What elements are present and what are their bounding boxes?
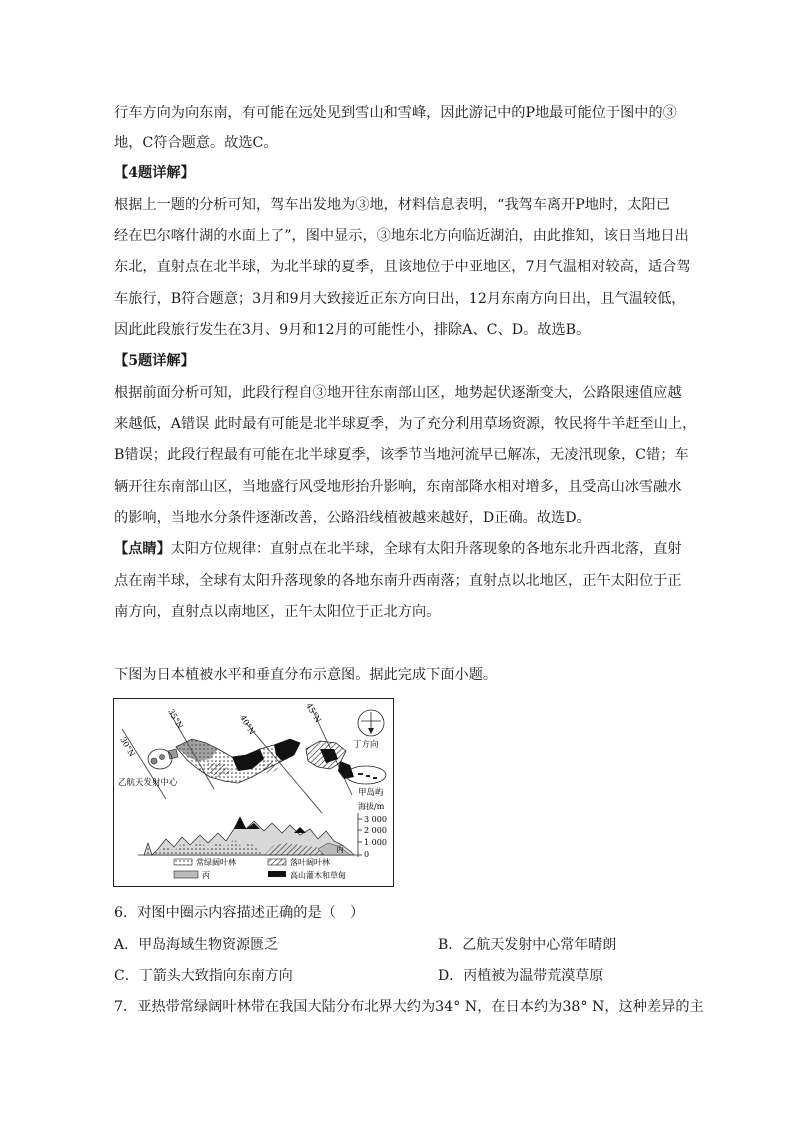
elevation-axis-title: 海拔/m <box>358 802 385 811</box>
legend-evergreen: 常绿阔叶林 <box>196 858 236 867</box>
compass-label: 丁方向 <box>353 740 379 750</box>
japan-map <box>151 739 354 783</box>
elev-tick-2000: 2 000 <box>364 826 387 835</box>
lat-30-label: 30°N <box>118 735 137 759</box>
text-line: 根据上一题的分析可知，驾车出发地为③地，材料信息表明，“我驾车离开P地时，太阳已 <box>114 197 670 213</box>
compass-direction-indicator <box>358 710 384 736</box>
bing-zone-label: 丙 <box>336 845 344 854</box>
text-line: 的影响，当地水分条件逐渐改善，公路沿线植被越来越好，D正确。故选D。 <box>114 510 591 526</box>
question-6-stem: 6．对图中圈示内容描述正确的是（ ） <box>114 905 365 921</box>
elev-tick-1000: 1 000 <box>364 838 387 847</box>
lat-35-label: 35°N <box>166 707 185 731</box>
figure-intro: 下图为日本植被水平和垂直分布示意图。据此完成下面小题。 <box>114 667 498 683</box>
text-line: 经在巴尔喀什湖的水面上了”，图中显示，③地东北方向临近湖泊，由此推知，该日当地日出 <box>114 228 689 244</box>
question-6-option-d[interactable]: D．丙植被为温带荒漠草原 <box>438 968 604 984</box>
text-line: 来越低，A错误 此时最有可能是北半球夏季，为了充分利用草场资源，牧民将牛羊赶至山上， <box>114 416 697 432</box>
legend <box>174 857 346 880</box>
lat-40-label: 40°N <box>238 713 257 737</box>
question-7-stem: 7．亚热带常绿阔叶林带在我国大陆分布北界大约为34° N，在日本约为38° N，这种差异的主 <box>114 999 704 1015</box>
legend-swatch-deciduous <box>268 859 286 865</box>
legend-swatch-bing <box>174 871 198 878</box>
text-line: 南方向，直射点以南地区，正午太阳位于正北方向。 <box>114 604 441 620</box>
text-line: B错误；此段行程最有可能在北半球夏季，该季节当地河流早已解冻，无凌汛现象，C错；车 <box>114 447 689 463</box>
text-line: 根据前面分析可知，此段行程自③地开往东南部山区，地势起伏逐渐变大，公路限速值应越 <box>114 385 682 401</box>
japan-vegetation-figure <box>113 698 394 887</box>
tip-line <box>114 540 684 558</box>
text-line: 地，C符合题意。故选C。 <box>114 135 278 151</box>
legend-swatch-alpine <box>268 871 286 877</box>
question-6-option-b[interactable]: B．乙航天发射中心常年晴朗 <box>438 937 617 953</box>
text-line: 因此此段旅行发生在3月、9月和12月的可能性小，排除A、C、D。故选B。 <box>114 322 591 338</box>
legend-alpine: 高山灌木和草甸 <box>290 871 346 880</box>
section-heading-q5: 【5题详解】 <box>114 353 195 369</box>
text-line: 车旅行，B符合题意；3月和9月大致接近正东方向日出，12月东南方向日出，且气温较低， <box>114 291 686 307</box>
question-6-option-c[interactable]: C．丁箭头大致指向东南方向 <box>114 968 293 984</box>
legend-deciduous: 落叶阔叶林 <box>290 858 330 867</box>
legend-bing: 丙 <box>202 871 210 880</box>
legend-swatch-evergreen <box>174 859 192 865</box>
lat-45-label: 45°N <box>304 701 323 725</box>
elev-tick-0: 0 <box>364 850 370 859</box>
elevation-profile <box>138 817 358 855</box>
island-label: 甲岛屿 <box>358 788 384 798</box>
section-heading-q4: 【4题详解】 <box>114 165 195 181</box>
tip-text: 太阳方位规律：直射点在北半球，全球有太阳升落现象的各地东北升西北落，直射 <box>170 541 682 557</box>
question-6-option-a[interactable]: A．甲岛海域生物资源匮乏 <box>114 937 279 953</box>
tip-label: 【点睛】 <box>114 541 171 557</box>
elev-tick-3000: 3 000 <box>364 815 387 824</box>
text-line: 东北，直射点在北半球，为北半球的夏季，且该地位于中亚地区，7月气温相对较高，适合驾 <box>114 259 691 275</box>
text-line: 点在南半球，全球有太阳升落现象的各地东南升西南落；直射点以北地区，正午太阳位于正 <box>114 573 682 589</box>
text-line: 行车方向为向东南，有可能在远处见到雪山和雪峰，因此游记中的P地最可能位于图中的③ <box>114 105 677 121</box>
launch-center-label: 乙航天发射中心 <box>118 778 178 788</box>
text-line: 辆开往东南部山区，当地盛行风受地形抬升影响，东南部降水相对增多，且受高山冰雪融水 <box>114 479 682 495</box>
